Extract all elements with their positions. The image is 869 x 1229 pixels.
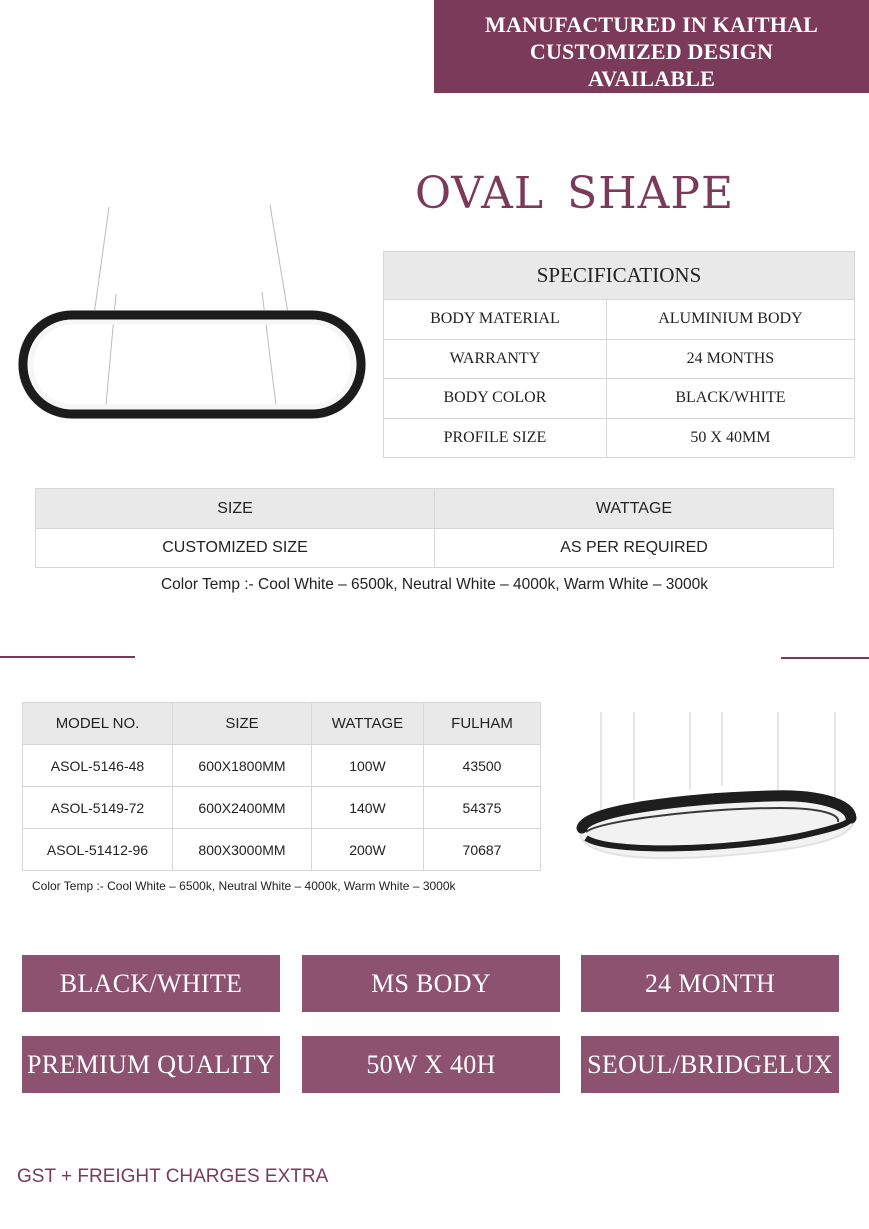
feature-black-white: BLACK/WHITE — [22, 955, 280, 1012]
feature-led-brand: SEOUL/BRIDGELUX — [581, 1036, 839, 1093]
size-wattage-table — [35, 488, 834, 568]
spec-label: PROFILE SIZE — [384, 418, 607, 458]
tilted-oval-pendant-image — [570, 708, 862, 870]
banner-line-2: CUSTOMIZED DESIGN — [529, 39, 774, 64]
table-row — [23, 745, 541, 787]
model-fulham: 54375 — [424, 787, 541, 829]
spec-label: BODY COLOR — [384, 379, 607, 419]
header-banner — [434, 0, 869, 93]
model-size: 800X3000MM — [173, 829, 312, 871]
spec-value: BLACK/WHITE — [606, 379, 854, 419]
specifications-header: SPECIFICATIONS — [384, 252, 855, 300]
spec-label: BODY MATERIAL — [384, 300, 607, 340]
wattage-header: WATTAGE — [312, 703, 424, 745]
wattage-header: WATTAGE — [435, 489, 834, 529]
table-row — [384, 300, 855, 340]
banner-line-1: MANUFACTURED IN KAITHAL — [485, 12, 818, 37]
model-header: MODEL NO. — [23, 703, 173, 745]
model-no: ASOL-5146-48 — [23, 745, 173, 787]
fulham-header: FULHAM — [424, 703, 541, 745]
model-no: ASOL-5149-72 — [23, 787, 173, 829]
oval-pendant-light-image — [14, 200, 370, 425]
model-table — [22, 702, 541, 871]
model-no: ASOL-51412-96 — [23, 829, 173, 871]
model-size: 600X2400MM — [173, 787, 312, 829]
table-row — [23, 787, 541, 829]
model-wattage: 200W — [312, 829, 424, 871]
feature-warranty: 24 MONTH — [581, 955, 839, 1012]
feature-dimensions: 50W X 40H — [302, 1036, 560, 1093]
color-temp-note-small: Color Temp :- Cool White – 6500k, Neutral White – 4000k, Warm White – 3000k — [32, 879, 456, 893]
feature-premium-quality: PREMIUM QUALITY — [22, 1036, 280, 1093]
product-title: OVAL SHAPE — [415, 168, 735, 219]
feature-ms-body: MS BODY — [302, 955, 560, 1012]
specifications-table — [383, 251, 855, 458]
size-value: CUSTOMIZED SIZE — [36, 529, 435, 568]
spec-value: 50 X 40MM — [606, 418, 854, 458]
size-header: SIZE — [173, 703, 312, 745]
spec-label: WARRANTY — [384, 339, 607, 379]
model-fulham: 43500 — [424, 745, 541, 787]
table-row — [384, 418, 855, 458]
banner-line-3: AVAILABLE — [588, 66, 715, 91]
wattage-value: AS PER REQUIRED — [435, 529, 834, 568]
table-row — [23, 829, 541, 871]
spec-value: 24 MONTHS — [606, 339, 854, 379]
footer-note: GST + FREIGHT CHARGES EXTRA — [17, 1166, 329, 1187]
model-size: 600X1800MM — [173, 745, 312, 787]
color-temp-note: Color Temp :- Cool White – 6500k, Neutral White – 4000k, Warm White – 3000k — [160, 576, 709, 593]
model-wattage: 140W — [312, 787, 424, 829]
table-row — [384, 379, 855, 419]
size-header: SIZE — [36, 489, 435, 529]
model-fulham: 70687 — [424, 829, 541, 871]
divider-right — [781, 657, 869, 659]
table-row — [36, 529, 834, 568]
table-row — [384, 339, 855, 379]
divider-left — [0, 656, 135, 658]
spec-value: ALUMINIUM BODY — [606, 300, 854, 340]
model-wattage: 100W — [312, 745, 424, 787]
